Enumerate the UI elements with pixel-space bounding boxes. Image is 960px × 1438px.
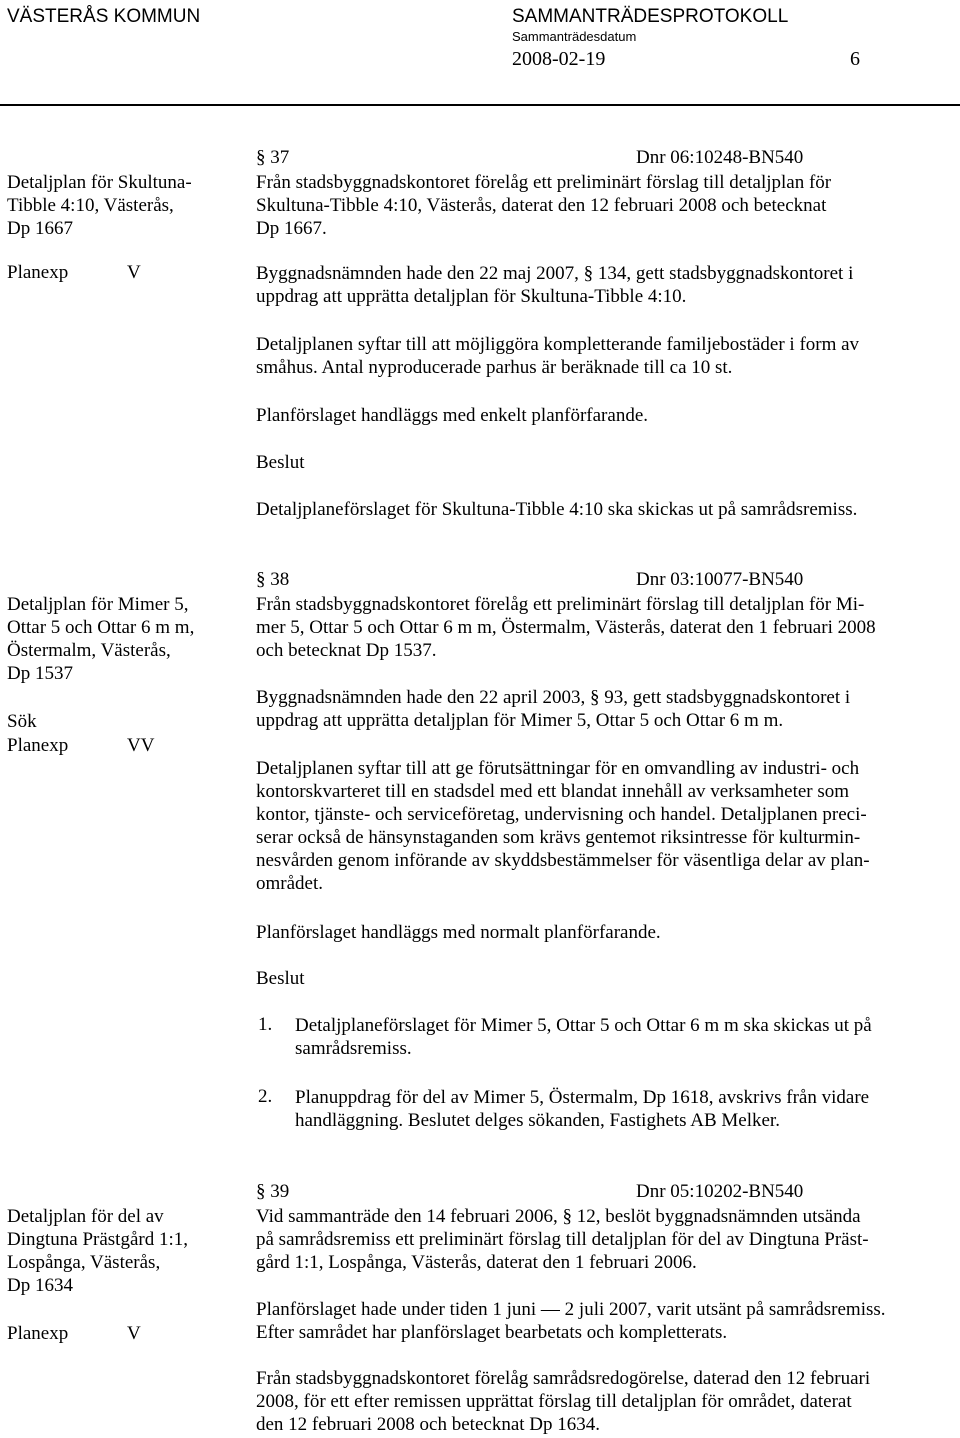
section-38-label-vv: VV bbox=[127, 735, 155, 756]
section-38-paragraph-2: Detaljplanen syftar till att ge förutsättningar för en omvandling av industri- och kontorskvarteret till en stadsdel med ett blandat innehåll av verksamheter som kontor, tjänste- och serviceföretag, undervisning och handel. Detaljplanen preci- serar också de hänsynstaganden som krävs gentemot riksintresse för kulturmin- nesvården genom införande av skyddsbestämmelser för väsentliga delar av plan- området. bbox=[256, 758, 870, 894]
section-39-paragraph-2: Från stadsbyggnadskontoret förelåg samrådsredogörelse, daterad den 12 februari 2008, för ett efter remissen upprättat förslag till detaljplan för området, daterat den 12 februari 2008 och betecknat Dp 1634. bbox=[256, 1368, 871, 1435]
section-37-paragraph-3: Planförslaget handläggs med enkelt planförfarande. bbox=[256, 405, 648, 426]
section-38-label-planexp: Planexp bbox=[7, 735, 69, 756]
section-39-label-v: V bbox=[127, 1323, 141, 1344]
section-38-number: § 38 bbox=[256, 569, 290, 590]
section-37-label-v: V bbox=[127, 262, 141, 283]
section-39-label-planexp: Planexp bbox=[7, 1323, 69, 1344]
section-37-number: § 37 bbox=[256, 147, 290, 168]
section-38-beslut-item-1: Detaljplaneförslaget för Mimer 5, Ottar 5 och Ottar 6 m m ska skickas ut på samrådsremiss. bbox=[295, 1015, 872, 1059]
page-number: 6 bbox=[850, 48, 860, 70]
section-37-label-planexp: Planexp bbox=[7, 262, 69, 283]
page-header bbox=[0, 0, 960, 80]
section-38-label-sok: Sök bbox=[7, 711, 37, 732]
section-37-paragraph-2: Detaljplanen syftar till att möjliggöra kompletterande familjebostäder i form av småhus. Antal nyproducerade parhus är beräknade till ca 10 st. bbox=[256, 334, 860, 378]
section-38-beslut-heading: Beslut bbox=[256, 968, 305, 989]
section-38-intro: Från stadsbyggnadskontoret förelåg ett preliminärt förslag till detaljplan för Mi- mer 5, Ottar 5 och Ottar 6 m m, Östermalm, Västerås, daterat den 1 februari 2008 och betecknat Dp 1537. bbox=[256, 594, 876, 661]
section-38-dnr: Dnr 03:10077-BN540 bbox=[636, 569, 804, 590]
section-38-paragraph-3: Planförslaget handläggs med normalt planförfarande. bbox=[256, 922, 661, 943]
section-38-beslut-item-1-number: 1. bbox=[258, 1014, 273, 1035]
section-38-beslut-item-2-number: 2. bbox=[258, 1086, 273, 1107]
section-37-intro: Från stadsbyggnadskontoret förelåg ett preliminärt förslag till detaljplan för Skultuna-Tibble 4:10, Västerås, daterat den 12 februari 2008 och betecknat Dp 1667. bbox=[256, 172, 832, 239]
section-39-number: § 39 bbox=[256, 1181, 290, 1202]
section-37-beslut-heading: Beslut bbox=[256, 452, 305, 473]
section-38-beslut-item-2: Planuppdrag för del av Mimer 5, Östermalm, Dp 1618, avskrivs från vidare handläggning. Beslutet delges sökanden, Fastighets AB Melker. bbox=[295, 1087, 870, 1131]
section-37-margin-title: Detaljplan för Skultuna- Tibble 4:10, Västerås, Dp 1667 bbox=[7, 172, 192, 239]
section-39-margin-title: Detaljplan för del av Dingtuna Prästgård 1:1, Lospånga, Västerås, Dp 1634 bbox=[7, 1206, 189, 1296]
section-38-margin-title: Detaljplan för Mimer 5, Ottar 5 och Ottar 6 m m, Östermalm, Västerås, Dp 1537 bbox=[7, 594, 195, 684]
section-37-dnr: Dnr 06:10248-BN540 bbox=[636, 147, 804, 168]
date-label: Sammanträdesdatum bbox=[512, 29, 637, 44]
section-37-beslut-text: Detaljplaneförslaget för Skultuna-Tibble 4:10 ska skickas ut på samrådsremiss. bbox=[256, 499, 858, 520]
section-37-paragraph-1: Byggnadsnämnden hade den 22 maj 2007, § 134, gett stadsbyggnadskontoret i uppdrag att upprätta detaljplan för Skultuna-Tibble 4:10. bbox=[256, 263, 854, 307]
header-divider bbox=[0, 104, 960, 106]
section-39-paragraph-1: Planförslaget hade under tiden 1 juni — 2 juli 2007, varit utsänt på samrådsremiss. Efter samrådet har planförslaget bearbetats och kompletterats. bbox=[256, 1299, 886, 1343]
section-38-paragraph-1: Byggnadsnämnden hade den 22 april 2003, § 93, gett stadsbyggnadskontoret i uppdrag att upprätta detaljplan för Mimer 5, Ottar 5 och Ottar 6 m m. bbox=[256, 687, 851, 731]
meeting-date: 2008-02-19 bbox=[512, 48, 606, 70]
document-type: SAMMANTRÄDESPROTOKOLL bbox=[512, 6, 789, 27]
section-39-dnr: Dnr 05:10202-BN540 bbox=[636, 1181, 804, 1202]
org-name: VÄSTERÅS KOMMUN bbox=[7, 6, 201, 27]
section-39-intro: Vid sammanträde den 14 februari 2006, § 12, beslöt byggnadsnämnden utsända på samrådsremiss ett preliminärt förslag till detaljplan för del av Dingtuna Präst- gård 1:1, Lospånga, Västerås, daterat den 1 februari 2006. bbox=[256, 1206, 869, 1273]
